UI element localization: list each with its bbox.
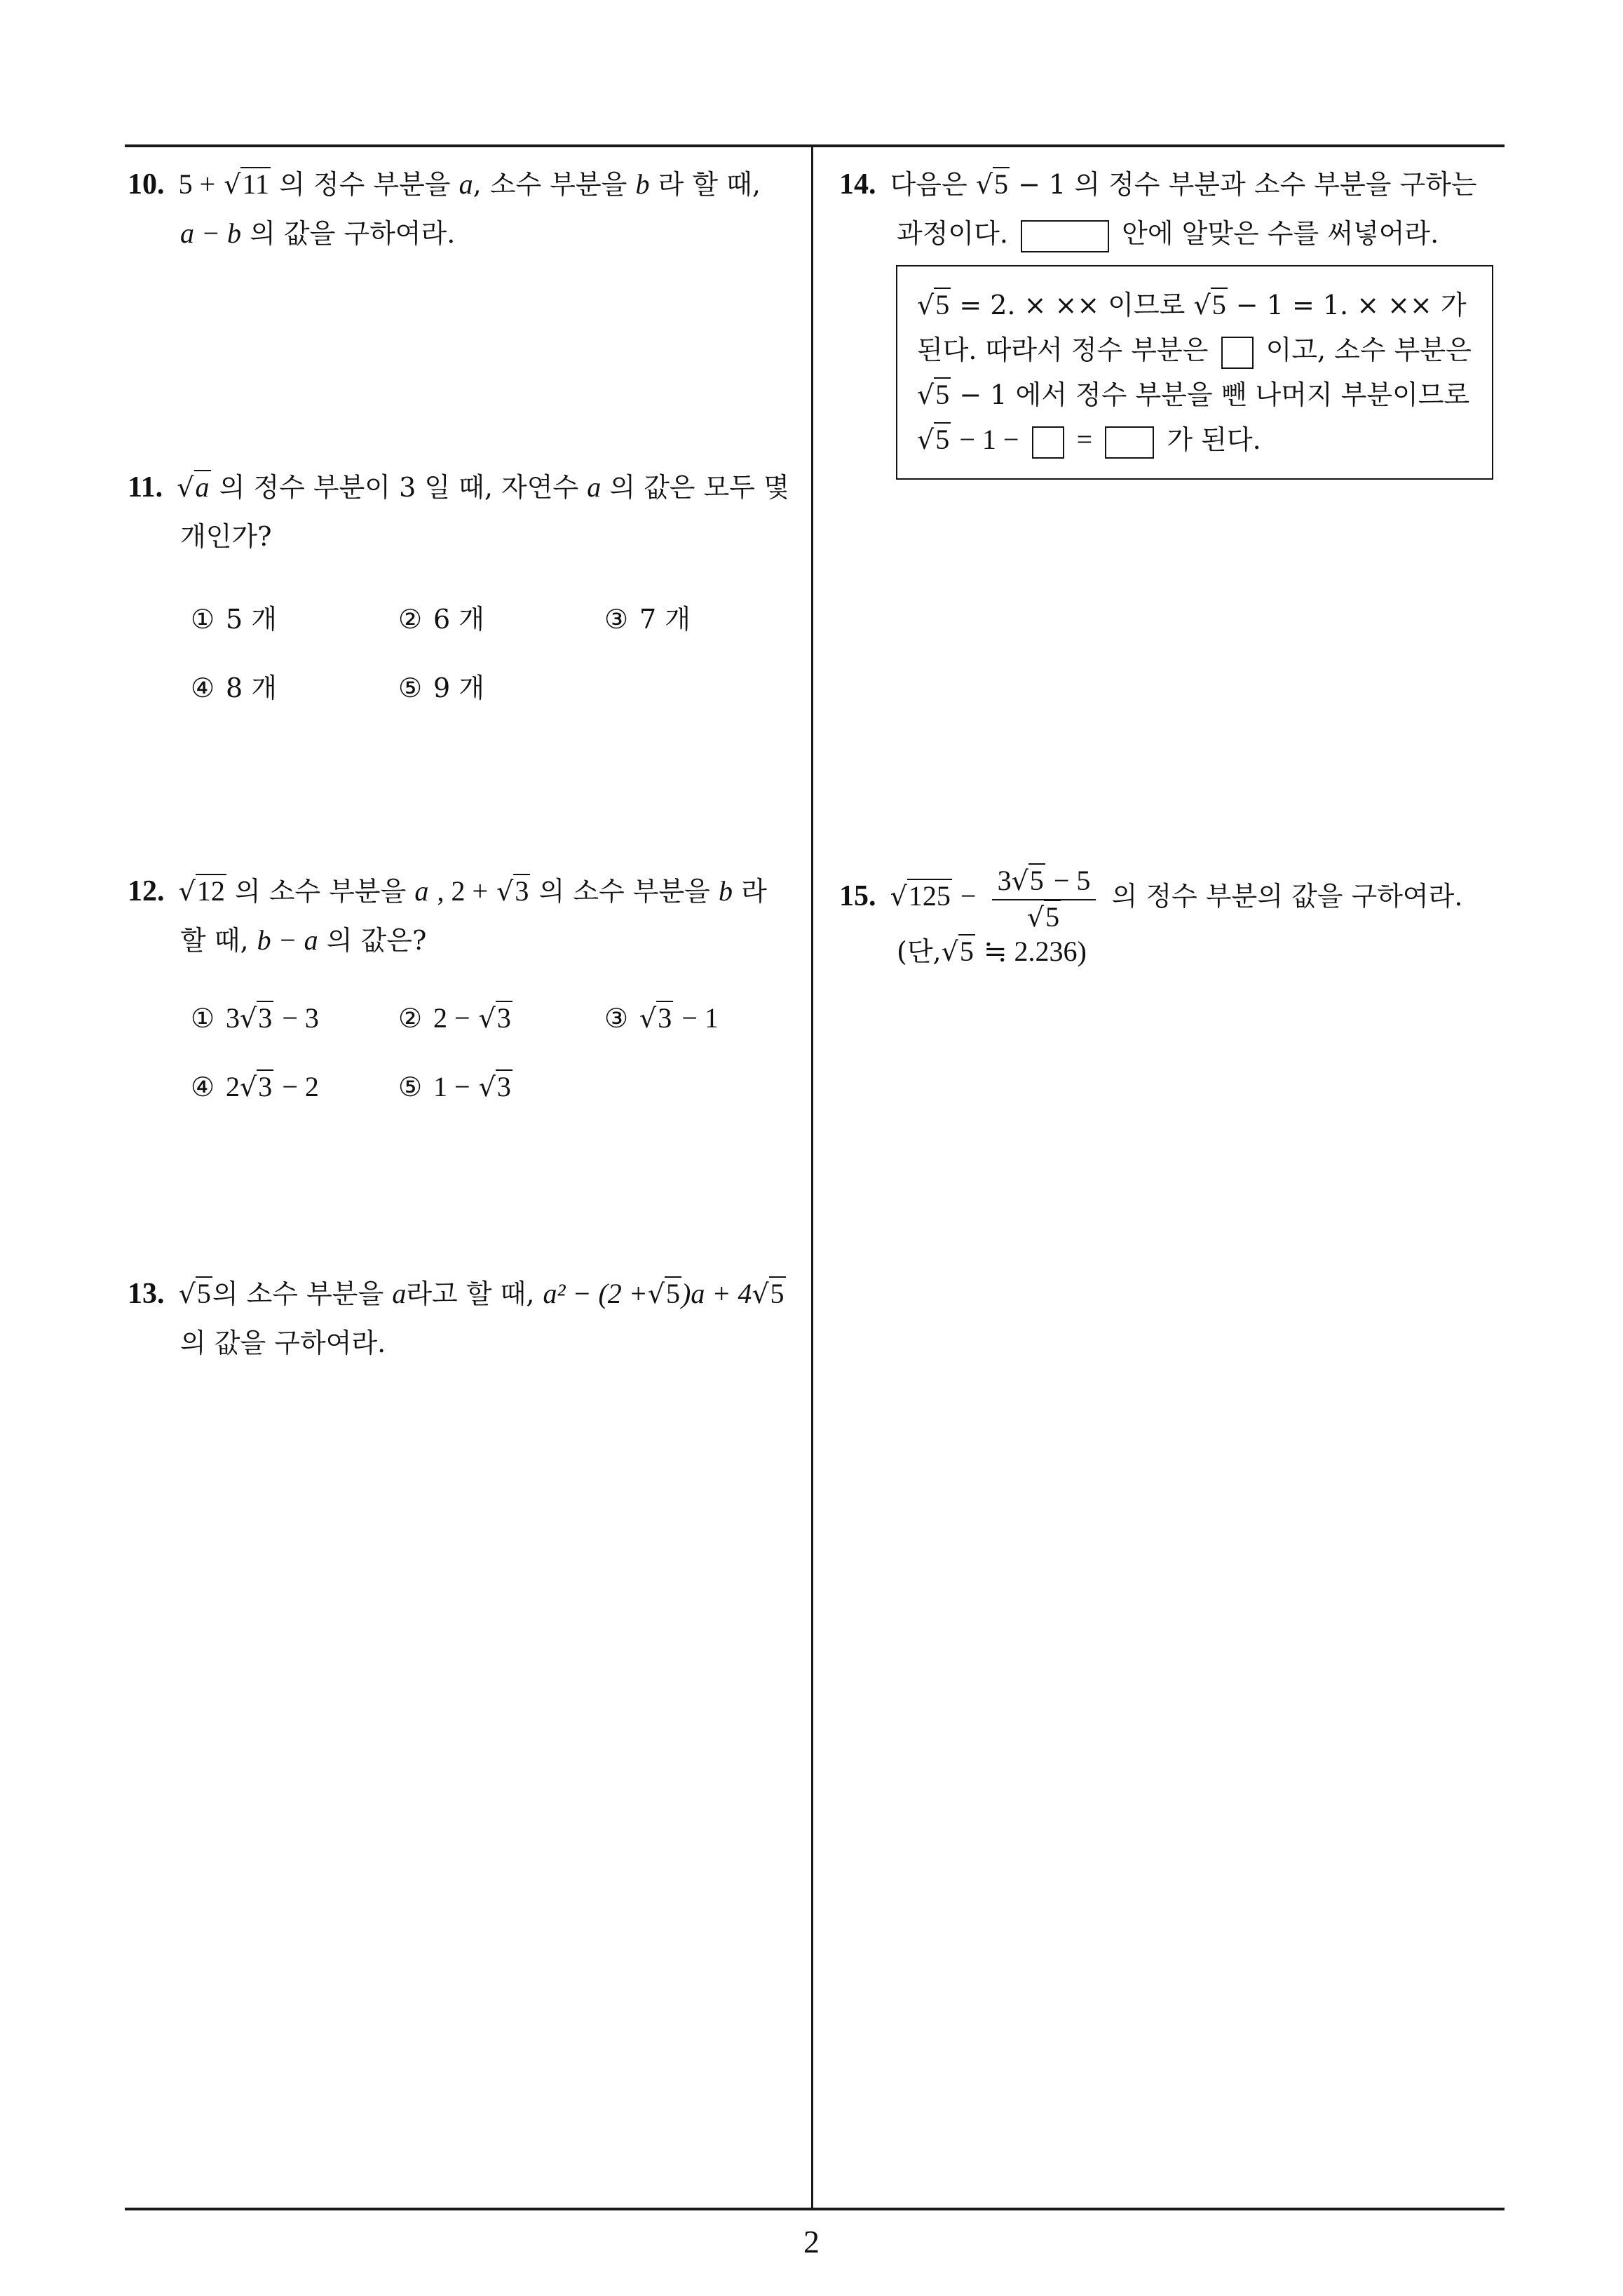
problem-text: 할 때, — [180, 925, 249, 956]
equals-sign: = — [1076, 424, 1093, 455]
choice-2[interactable]: ② 6 개 — [398, 604, 484, 635]
answer-blank[interactable] — [1021, 220, 1109, 252]
variable-b: b — [635, 168, 650, 200]
problem-number: 12. — [128, 875, 165, 907]
choice-3[interactable]: ③ 7 개 — [604, 604, 691, 635]
problem-12 — [128, 867, 767, 965]
math-text: , 2 + — [437, 875, 489, 907]
problem-11 — [128, 463, 789, 561]
math-expression: b − a — [257, 924, 318, 956]
choice-4[interactable]: ④ 2√3 − 2 — [191, 1071, 319, 1102]
fraction: $\frac{3√5 - 5}{√5}$ — [992, 864, 1096, 934]
variable-a: a — [459, 168, 473, 200]
variable-b: b — [719, 875, 733, 907]
problem-text: 의 값을 구하여라. — [250, 218, 456, 249]
problem-text: 라 — [741, 876, 767, 907]
choice-2[interactable]: ② 2 − √3 — [398, 1002, 511, 1034]
problem-text: 라고 할 때, — [406, 1278, 535, 1309]
problem-text: 의 소수 부분을 — [212, 1278, 384, 1309]
square-root: √5 — [975, 168, 1009, 200]
choice-3[interactable]: ③ √3 − 1 — [604, 1002, 719, 1034]
math-expression: a² − (2 + — [543, 1278, 648, 1309]
box-text: 가 된다. — [1167, 424, 1261, 455]
box-text: − 1 = 1. × ×× 가 — [1235, 290, 1467, 320]
top-rule — [125, 144, 1505, 147]
note-text: ≒ 2.236) — [983, 935, 1087, 967]
problem-text: 의 값은 모두 몇 — [609, 472, 789, 503]
square-root: √5 — [178, 1278, 211, 1309]
box-text: 된다. 따라서 정수 부분은 — [917, 335, 1209, 365]
square-root: √11 — [224, 168, 269, 200]
square-root: √12 — [178, 875, 225, 907]
variable-a: a — [392, 1278, 407, 1309]
problem-number: 13. — [128, 1278, 165, 1310]
square-root: √5 — [647, 1278, 681, 1309]
note-text: (단, — [897, 936, 942, 967]
box-text: − 1 − — [959, 424, 1019, 455]
page-number: 2 — [803, 2224, 820, 2260]
answer-blank[interactable] — [1221, 337, 1254, 369]
problem-text: 라 할 때, — [658, 169, 761, 200]
problem-text: 의 정수 부분을 — [279, 169, 451, 200]
box-text: 이고, 소수 부분은 — [1265, 335, 1472, 365]
box-text: = 2. × ×× 이므로 — [959, 290, 1186, 320]
problem-14 — [839, 160, 1477, 258]
answer-blank[interactable] — [1032, 426, 1064, 459]
problem-number: 11. — [128, 471, 163, 504]
problem-text: 개인가? — [180, 521, 272, 552]
problem-number: 15. — [839, 880, 876, 912]
problem-text: 의 값은? — [326, 925, 427, 956]
problem-text: 과정이다. — [897, 218, 1008, 249]
math-text: 5 + — [178, 168, 216, 200]
problem-text: 안에 알맞은 수를 써넣어라. — [1122, 218, 1439, 249]
square-root: √3 — [496, 875, 529, 907]
problem-text: 의 정수 부분이 3 일 때, 자연수 — [219, 472, 579, 503]
process-box: √5 = 2. × ×× 이므로 √5 − 1 = 1. × ×× 가 된다. 따라서 정수 부분은 이고, 소수 부분은 √5 − 1 에서 정수 부분을 뺀 나머지 부분이므로 √5 − 1 − = 가 된다. — [896, 265, 1493, 480]
answer-blank[interactable] — [1105, 426, 1154, 459]
choice-5[interactable]: ⑤ 1 − √3 — [398, 1071, 511, 1102]
problem-text: 의 값을 구하여라. — [180, 1328, 386, 1358]
problem-10 — [128, 160, 761, 258]
problem-text: − 1 의 정수 부분과 소수 부분을 구하는 — [1018, 169, 1477, 200]
problem-text: 의 소수 부분을 — [538, 876, 710, 907]
problem-number: 10. — [128, 168, 165, 201]
choice-4[interactable]: ④ 8 개 — [191, 673, 277, 703]
variable-a: a — [587, 471, 602, 503]
minus-sign: − — [960, 880, 977, 912]
column-divider — [811, 144, 813, 2210]
box-text: − 1 에서 정수 부분을 뺀 나머지 부분이므로 — [959, 379, 1470, 410]
problem-13 — [128, 1269, 786, 1368]
problem-15: 15. √125 − $\frac{3√5 - 5}{√5}$ 의 정수 부분의 값을 구하여라. (단,√5 ≒ 2.236) — [839, 864, 1463, 967]
problem-number: 14. — [839, 168, 876, 201]
problem-text: 다음은 — [890, 169, 967, 200]
bottom-rule — [125, 2208, 1505, 2210]
variable-a: a — [414, 875, 429, 907]
problem-text: , 소수 부분을 — [473, 169, 627, 200]
square-root: √125 — [890, 880, 951, 912]
math-expression: )a + 4 — [681, 1278, 752, 1309]
problem-text: 의 소수 부분을 — [234, 876, 407, 907]
choice-1[interactable]: ① 5 개 — [191, 604, 277, 635]
square-root: √5 — [752, 1278, 785, 1309]
math-expression: a − b — [180, 217, 241, 249]
choice-1[interactable]: ① 3√3 − 3 — [191, 1002, 319, 1034]
square-root: √a — [177, 471, 210, 503]
choice-5[interactable]: ⑤ 9 개 — [398, 673, 484, 703]
problem-text: 의 정수 부분의 값을 구하여라. — [1111, 881, 1463, 912]
